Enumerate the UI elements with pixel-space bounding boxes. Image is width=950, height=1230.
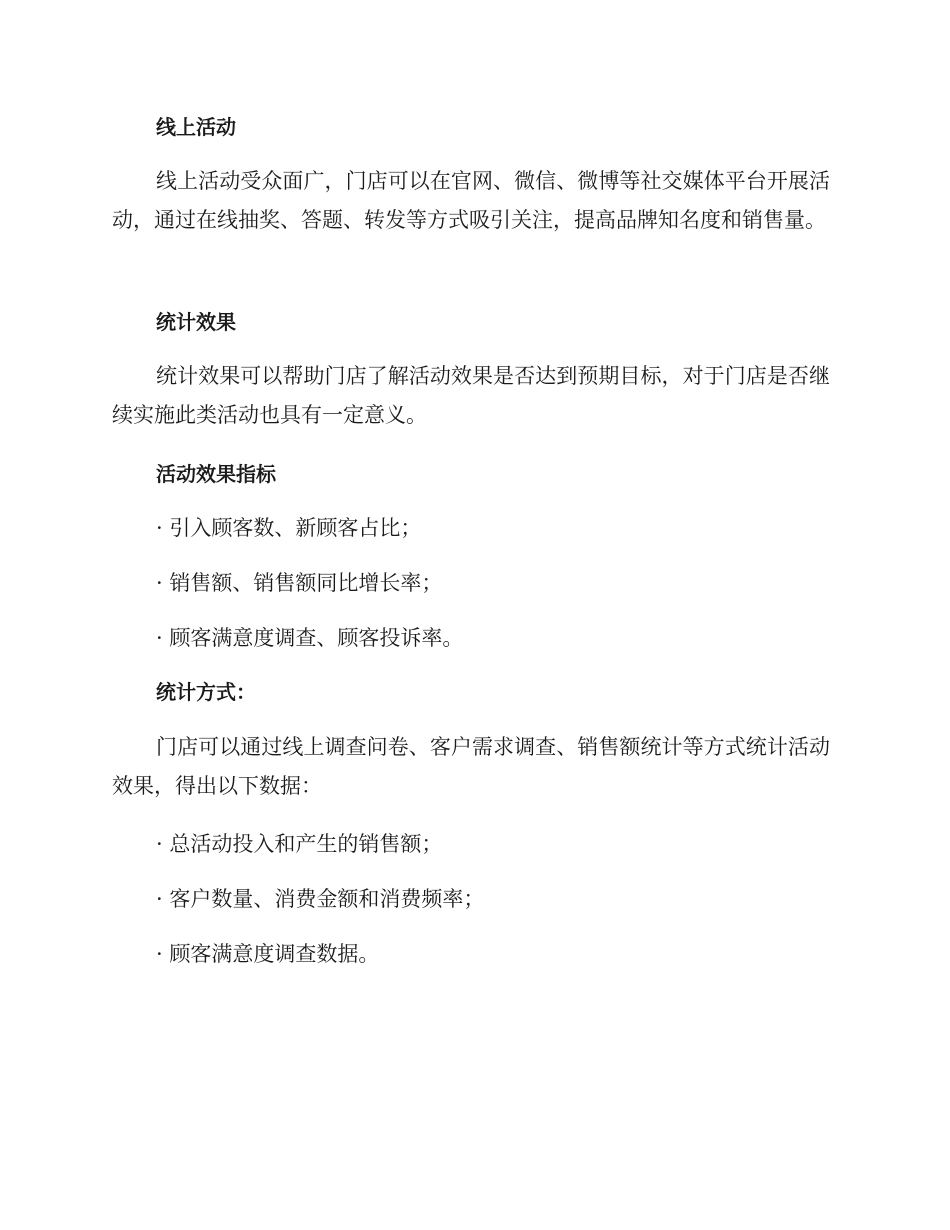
heading-effect-indicators: 活动效果指标 xyxy=(156,462,276,486)
list-item-indicator: · 引入顾客数、新顾客占比； xyxy=(156,516,422,540)
paragraph-statistical-method: 门店可以通过线上调查问卷、客户需求调查、销售额统计等方式统计活动效果，得出以下数据： xyxy=(112,735,830,798)
list-item-data: · 顾客满意度调查数据。 xyxy=(156,942,380,966)
heading-statistical-method: 统计方式： xyxy=(156,680,256,704)
paragraph-statistical-effect: 统计效果可以帮助门店了解活动效果是否达到预期目标，对于门店是否继续实施此类活动也具有一定意义。 xyxy=(112,364,830,427)
heading-online-activities: 线上活动 xyxy=(156,115,236,139)
list-item-indicator: · 顾客满意度调查、顾客投诉率。 xyxy=(156,626,464,650)
paragraph-online-activities: 线上活动受众面广，门店可以在官网、微信、微博等社交媒体平台开展活动，通过在线抽奖、答题、转发等方式吸引关注，提高品牌知名度和销售量。 xyxy=(112,169,830,232)
list-item-data: · 总活动投入和产生的销售额； xyxy=(156,832,443,856)
list-item-indicator: · 销售额、销售额同比增长率； xyxy=(156,571,443,595)
heading-statistical-effect: 统计效果 xyxy=(156,310,236,334)
list-item-data: · 客户数量、消费金额和消费频率； xyxy=(156,887,485,911)
